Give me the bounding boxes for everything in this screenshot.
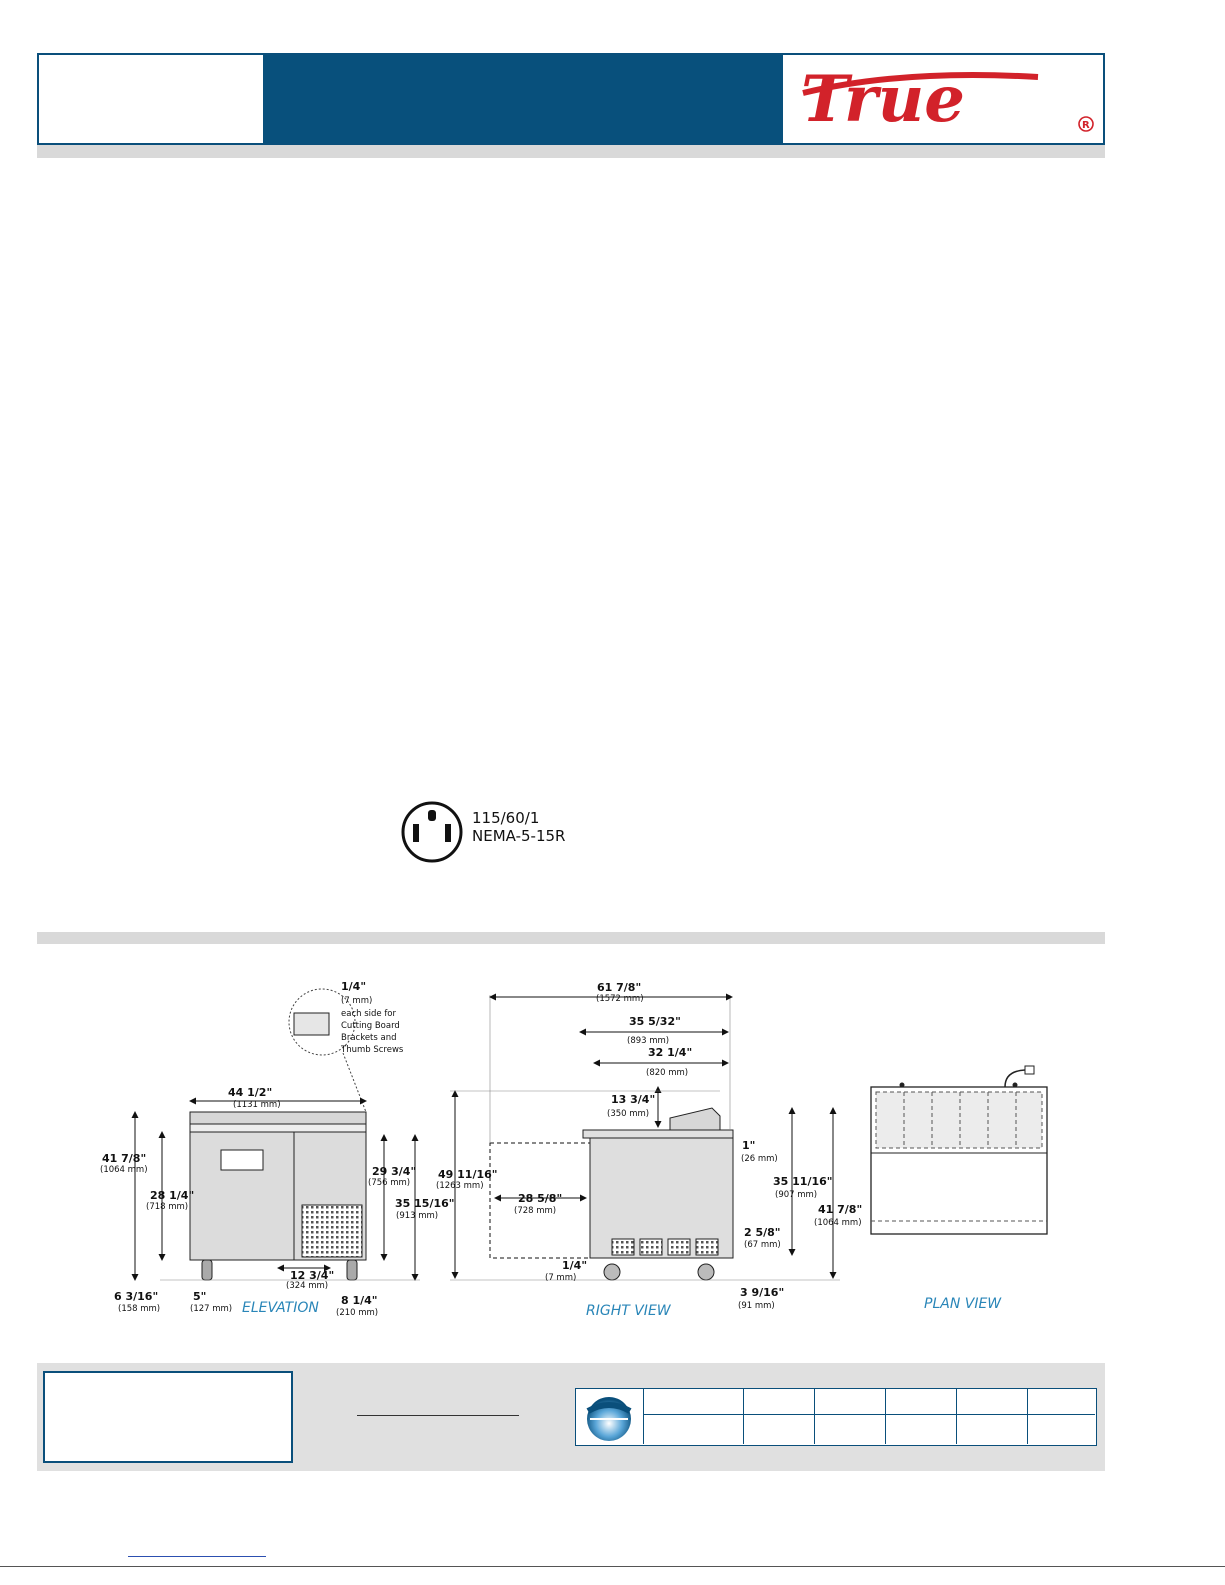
right-depth-a-dim: 35 5/32" — [629, 1015, 681, 1028]
elevation-work-dim: 35 15/16" — [395, 1197, 455, 1210]
right-view-label: RIGHT VIEW — [586, 1303, 671, 1319]
right-caster-dim: 3 9/16" — [740, 1286, 785, 1299]
right-cord-mm: (67 mm) — [744, 1240, 781, 1250]
elevation-caster-dim: 5" — [193, 1290, 207, 1303]
callout-mm: (7 mm) — [341, 996, 373, 1006]
elevation-door-mm: (756 mm) — [368, 1178, 411, 1188]
elevation-height-mm: (1064 mm) — [100, 1165, 148, 1175]
section-divider — [37, 145, 1105, 158]
right-depth-a-mm: (893 mm) — [627, 1036, 670, 1046]
page-bottom-rule — [0, 1566, 1225, 1567]
brand-wordmark: True — [801, 62, 965, 137]
right-caster-mm: (91 mm) — [738, 1301, 775, 1311]
kcl-logo-icon — [576, 1389, 642, 1444]
elevation-height-dim: 41 7/8" — [102, 1152, 147, 1165]
table-cell — [643, 1389, 743, 1415]
technical-drawings — [100, 975, 1100, 1330]
right-top-height-dim: 35 11/16" — [773, 1175, 833, 1188]
table-cell — [643, 1415, 743, 1444]
brand-logo — [783, 55, 1103, 143]
footer-info-box — [43, 1371, 293, 1463]
elevation-cabinet-mm: (718 mm) — [146, 1202, 189, 1212]
right-lid-dim: 13 3/4" — [611, 1093, 656, 1106]
elevation-door-dim: 29 3/4" — [372, 1165, 417, 1178]
table-cell — [814, 1389, 885, 1415]
elevation-offset-mm: (210 mm) — [336, 1308, 379, 1318]
plan-view — [871, 1066, 1047, 1234]
elevation-caster-height-dim: 6 3/16" — [114, 1290, 159, 1303]
kcl-spec-table — [575, 1388, 1097, 1446]
voltage-label: 115/60/1 — [472, 809, 540, 827]
table-cell — [1027, 1415, 1095, 1444]
right-offset-dim: 1" — [742, 1139, 756, 1152]
table-cell — [956, 1389, 1027, 1415]
nema-5-15r-plug-icon — [400, 800, 464, 864]
electrical-spec — [472, 809, 565, 845]
right-door-swing-dim: 28 5/8" — [518, 1192, 563, 1205]
table-cell — [814, 1415, 885, 1444]
plug-type-label: NEMA-5-15R — [472, 827, 566, 845]
right-depth-b-dim: 32 1/4" — [648, 1046, 693, 1059]
elevation-work-mm: (913 mm) — [396, 1211, 439, 1221]
footer-link[interactable] — [128, 1556, 266, 1557]
right-depth-mm: (1572 mm) — [596, 994, 644, 1004]
right-height-mm: (1064 mm) — [814, 1218, 862, 1228]
svg-text:R: R — [1082, 120, 1090, 131]
callout-dim: 1/4" — [341, 980, 367, 993]
right-depth-b-mm: (820 mm) — [646, 1068, 689, 1078]
right-top-height-mm: (907 mm) — [775, 1190, 818, 1200]
right-cord-dim: 2 5/8" — [744, 1226, 781, 1239]
right-lid-mm: (350 mm) — [607, 1109, 650, 1119]
callout-note-2: Cutting Board — [341, 1021, 400, 1031]
elevation-louver-dim: 12 3/4" — [290, 1269, 335, 1282]
right-open-height-mm: (1263 mm) — [436, 1181, 484, 1191]
right-offset-mm: (26 mm) — [741, 1154, 778, 1164]
plan-view-label: PLAN VIEW — [924, 1296, 1002, 1312]
table-cell — [885, 1389, 956, 1415]
table-cell — [1027, 1389, 1095, 1415]
table-cell — [743, 1389, 814, 1415]
callout-note-1: each side for — [341, 1009, 397, 1019]
table-cell — [885, 1415, 956, 1444]
elevation-width-mm: (1131 mm) — [233, 1100, 281, 1110]
right-bottom-mm: (7 mm) — [545, 1273, 577, 1283]
right-open-height-dim: 49 11/16" — [438, 1168, 498, 1181]
table-cell — [743, 1415, 814, 1444]
elevation-view-label: ELEVATION — [242, 1300, 319, 1316]
right-depth-dim: 61 7/8" — [597, 981, 642, 994]
elevation-cabinet-dim: 28 1/4" — [150, 1189, 195, 1202]
right-door-swing-mm: (728 mm) — [514, 1206, 557, 1216]
callout-note-4: Thumb Screws — [341, 1045, 404, 1055]
section-divider — [37, 932, 1105, 944]
signature-line — [357, 1415, 519, 1416]
elevation-caster-height-mm: (158 mm) — [118, 1304, 161, 1314]
callout-note-3: Brackets and — [341, 1033, 397, 1043]
right-height-dim: 41 7/8" — [818, 1203, 863, 1216]
right-bottom-dim: 1/4" — [562, 1259, 588, 1272]
elevation-offset-dim: 8 1/4" — [341, 1294, 378, 1307]
header-title-band — [263, 55, 783, 143]
table-cell — [956, 1415, 1027, 1444]
elevation-width-dim: 44 1/2" — [228, 1086, 273, 1099]
elevation-caster-mm: (127 mm) — [190, 1304, 233, 1314]
elevation-louver-mm: (324 mm) — [286, 1281, 329, 1291]
